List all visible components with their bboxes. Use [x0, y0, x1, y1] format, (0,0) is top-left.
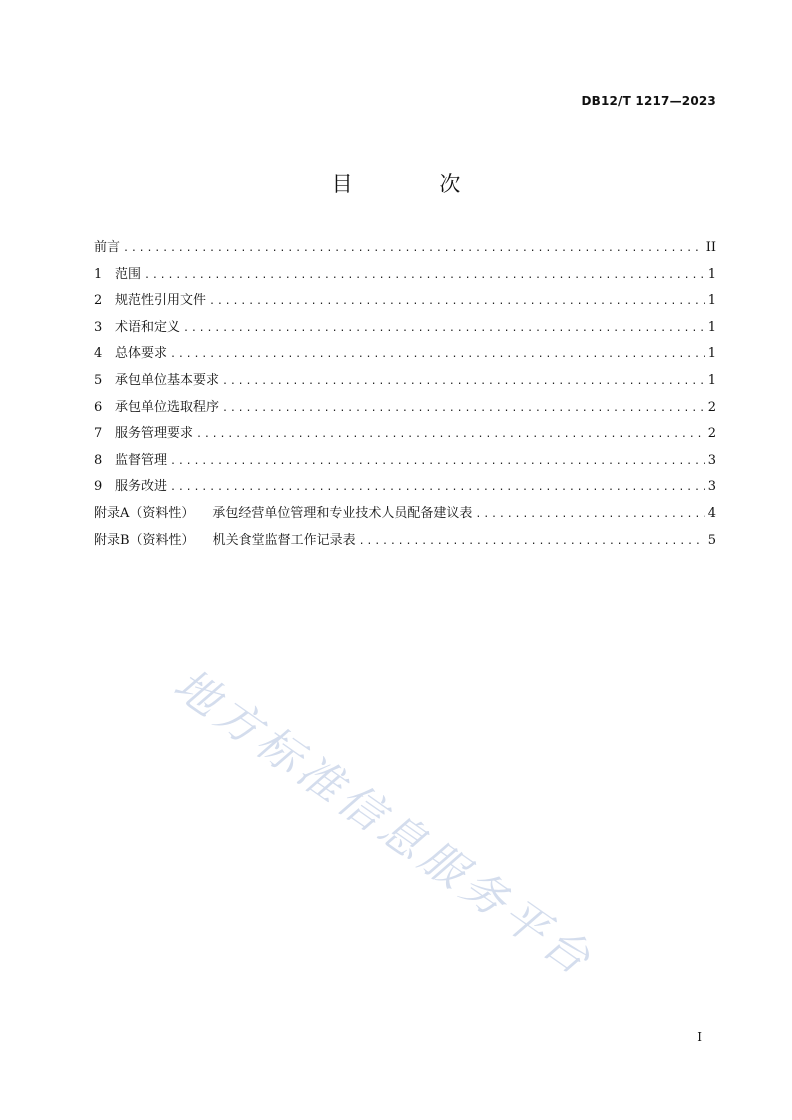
toc-entry-8[interactable]	[94, 449, 716, 476]
toc-entry-label: 术语和定义	[115, 319, 181, 335]
toc-dot-leader	[170, 349, 705, 360]
toc-entry-number: 8	[94, 452, 103, 468]
toc-dot-leader	[222, 403, 705, 414]
toc-entry-page: 3	[707, 452, 716, 468]
toc-entry-label: 承包单位基本要求	[115, 372, 220, 388]
toc-entry-page: II	[705, 240, 716, 255]
toc-entry-label: 承包单位选取程序	[115, 399, 220, 415]
toc-entry-number: 7	[94, 426, 103, 442]
toc-entry-page: 3	[707, 479, 716, 495]
toc-entry-number: 1	[94, 266, 103, 282]
toc-entry-label: 范围	[115, 266, 142, 282]
toc-entry-foreword[interactable]	[94, 236, 716, 263]
toc-dot-leader	[144, 270, 705, 281]
toc-entry-page: 2	[707, 399, 716, 415]
toc-entry-number: 6	[94, 399, 103, 415]
toc-entry-number: 4	[94, 346, 103, 362]
toc-entry-page: 1	[707, 346, 716, 362]
toc-entry-9[interactable]	[94, 475, 716, 502]
toc-entry-page: 1	[707, 319, 716, 335]
toc-entry-page: 2	[707, 426, 716, 442]
toc-entry-number: 5	[94, 372, 103, 388]
toc-entry-appendix-a[interactable]	[94, 502, 716, 529]
toc-dot-leader	[359, 536, 705, 547]
toc-entry-page: 1	[707, 266, 716, 282]
document-code: DB12/T 1217—2023	[581, 94, 716, 108]
toc-dot-leader	[222, 376, 705, 387]
toc-entry-1[interactable]	[94, 263, 716, 290]
toc-dot-leader	[475, 509, 704, 520]
toc-dot-leader	[209, 296, 705, 307]
toc-entry-4[interactable]	[94, 342, 716, 369]
toc-entry-label: 监督管理	[115, 452, 168, 468]
toc-entry-page: 1	[707, 293, 716, 309]
toc-entry-label: 服务管理要求	[115, 426, 194, 442]
toc-entry-number: 2	[94, 293, 103, 309]
toc-entry-label: 规范性引用文件	[115, 293, 207, 309]
toc-appendix-number: 附录A（资料性）	[94, 505, 195, 521]
toc-title: 目 次	[331, 172, 501, 196]
toc-entry-number: 9	[94, 479, 103, 495]
toc-entry-label: 承包经营单位管理和专业技术人员配备建议表	[212, 505, 473, 521]
toc-dot-leader	[196, 429, 705, 440]
toc-entry-page: 5	[707, 532, 716, 548]
toc-entry-page: 4	[707, 505, 716, 521]
toc-entry-number: 3	[94, 319, 103, 335]
toc-dot-leader	[123, 243, 703, 254]
toc-entry-6[interactable]	[94, 396, 716, 423]
table-of-contents	[94, 236, 716, 555]
toc-entry-page: 1	[707, 372, 716, 388]
toc-entry-appendix-b[interactable]	[94, 529, 716, 556]
toc-entry-label: 服务改进	[115, 479, 168, 495]
toc-entry-label: 机关食堂监督工作记录表	[212, 532, 356, 548]
toc-entry-5[interactable]	[94, 369, 716, 396]
toc-dot-leader	[170, 482, 705, 493]
watermark: 地方标准信息服务平台	[164, 659, 604, 988]
toc-entry-label: 总体要求	[115, 346, 168, 362]
toc-appendix-number: 附录B（资料性）	[94, 532, 195, 548]
toc-dot-leader	[183, 323, 705, 334]
toc-entry-3[interactable]	[94, 316, 716, 343]
toc-dot-leader	[170, 456, 705, 467]
toc-entry-2[interactable]	[94, 289, 716, 316]
page-number: I	[697, 1030, 702, 1044]
toc-entry-7[interactable]	[94, 422, 716, 449]
toc-entry-label: 前言	[94, 240, 121, 255]
